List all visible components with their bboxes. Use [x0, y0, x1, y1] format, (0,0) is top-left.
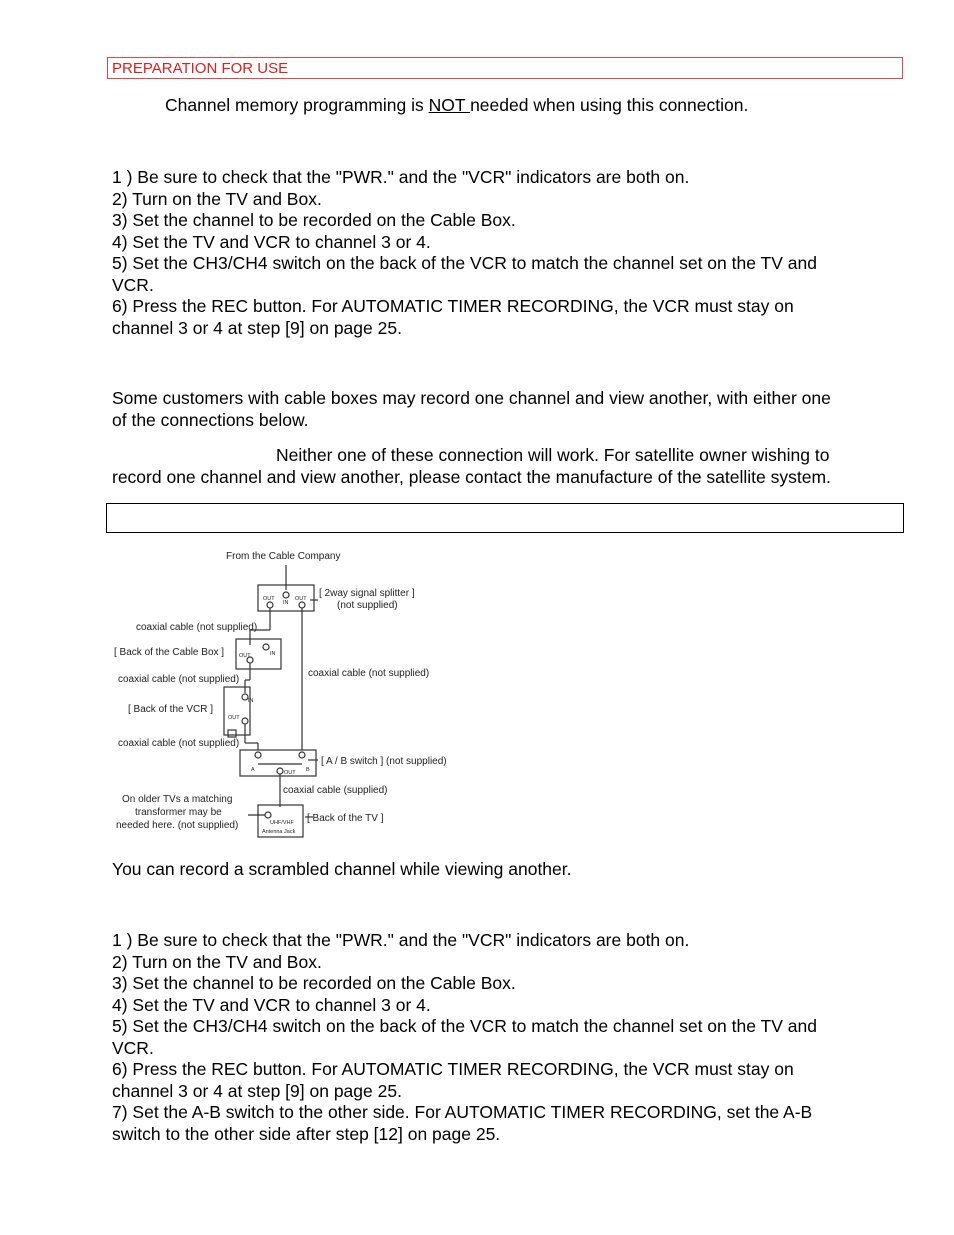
port-label-out: OUT [295, 596, 307, 602]
label-tv: [ Back of the TV ] [307, 813, 384, 824]
step-item: 4) Set the TV and VCR to channel 3 or 4. [112, 231, 431, 252]
port-circle [263, 644, 269, 650]
label-splitter: [ 2way signal splitter ] [319, 588, 415, 599]
label-from-cable: From the Cable Company [226, 551, 341, 562]
intro-paragraph [165, 95, 748, 117]
satellite-note-line-1: Neither one of these connection will work. For satellite owner wishing to [276, 445, 830, 465]
intro-underlined: NOT [428, 95, 471, 115]
step-item: 7) Set the A-B switch to the other side. For AUTOMATIC TIMER RECORDING, set the A-B [112, 1102, 813, 1122]
step-item: 3) Set the channel to be recorded on the Cable Box. [112, 973, 516, 993]
label-vcr: [ Back of the VCR ] [128, 704, 214, 715]
label-cable-box: [ Back of the Cable Box ] [114, 647, 225, 658]
step-item: 1 ) Be sure to check that the "PWR." and the "VCR" indicators are both on. [112, 930, 690, 950]
step-item: 5) Set the CH3/CH4 switch on the back of the VCR to match the channel set on the TV and [112, 1016, 817, 1036]
cable-note [112, 388, 902, 431]
intro-after: needed when using this connection. [470, 95, 749, 115]
port-label-out: OUT [228, 715, 240, 721]
connection-diagram [108, 545, 480, 845]
step-item: 3) Set the channel to be recorded on the Cable Box. [112, 210, 516, 230]
label-older-tv-3: needed here. (not supplied) [116, 820, 239, 831]
port-label-b: B [306, 767, 310, 773]
section-header-label: PREPARATION FOR USE [112, 60, 289, 77]
vcr-switch [228, 730, 236, 737]
cable-note-line: Some customers with cable boxes may record one channel and view another, with either one [112, 388, 831, 408]
step-item: 1 ) Be sure to check that the "PWR." and the "VCR" indicators are both on. [112, 167, 690, 187]
step-item: 5) Set the CH3/CH4 switch on the back of the VCR to match the channel set on the TV and [112, 253, 817, 273]
intro-before: Channel memory programming is [165, 95, 429, 115]
port-label-out: OUT [263, 596, 275, 602]
label-coax-supplied: coaxial cable (supplied) [283, 785, 388, 796]
port-circle [277, 768, 283, 774]
label-coax-right: coaxial cable (not supplied) [308, 668, 430, 679]
step-item: 4) Set the TV and VCR to channel 3 or 4. [112, 994, 431, 1015]
satellite-note-line-2: record one channel and view another, please contact the manufacture of the satellite system. [112, 467, 831, 487]
port-circle [299, 602, 305, 608]
port-circle [255, 752, 261, 758]
label-coax-2: coaxial cable (not supplied) [118, 674, 240, 685]
label-older-tv-2: transformer may be [135, 807, 222, 818]
label-ab-switch: [ A / B switch ] (not supplied) [321, 756, 447, 767]
port-label-antenna: Antenna Jack [262, 829, 296, 835]
step-item: VCR. [112, 274, 154, 295]
port-circle [299, 752, 305, 758]
step-item: switch to the other side after step [12] on page 25. [112, 1123, 501, 1144]
record-note: You can record a scrambled channel while viewing another. [112, 859, 572, 879]
port-label-in: IN [283, 600, 289, 606]
port-label-uhf: UHF/VHF [270, 820, 294, 826]
step-item: 6) Press the REC button. For AUTOMATIC TIMER RECORDING, the VCR must stay on [112, 1059, 794, 1079]
label-coax-3: coaxial cable (not supplied) [118, 738, 240, 749]
port-circle [242, 718, 248, 724]
step-item: VCR. [112, 1037, 154, 1058]
port-label-out: OUT [239, 653, 251, 659]
label-splitter-not-supplied: (not supplied) [337, 600, 398, 611]
label-older-tv-1: On older TVs a matching [122, 794, 233, 805]
port-label-in: IN [270, 651, 276, 657]
label-coax-1: coaxial cable (not supplied) [136, 622, 258, 633]
port-circle [267, 602, 273, 608]
step-item: 2) Turn on the TV and Box. [112, 951, 322, 972]
step-item: channel 3 or 4 at step [9] on page 25. [112, 1080, 402, 1101]
port-label-out: OUT [284, 770, 296, 776]
steps-list-2 [112, 930, 902, 1145]
step-item: 6) Press the REC button. For AUTOMATIC TIMER RECORDING, the VCR must stay on [112, 296, 794, 316]
port-circle [283, 592, 289, 598]
step-item: 2) Turn on the TV and Box. [112, 188, 322, 209]
connection-title-box [106, 503, 904, 533]
step-item: channel 3 or 4 at step [9] on page 25. [112, 317, 402, 338]
port-label-in: IN [248, 698, 254, 704]
steps-list-1 [112, 167, 902, 339]
port-label-a: A [251, 767, 255, 773]
cable-note-line: of the connections below. [112, 409, 309, 430]
port-circle [265, 812, 271, 818]
